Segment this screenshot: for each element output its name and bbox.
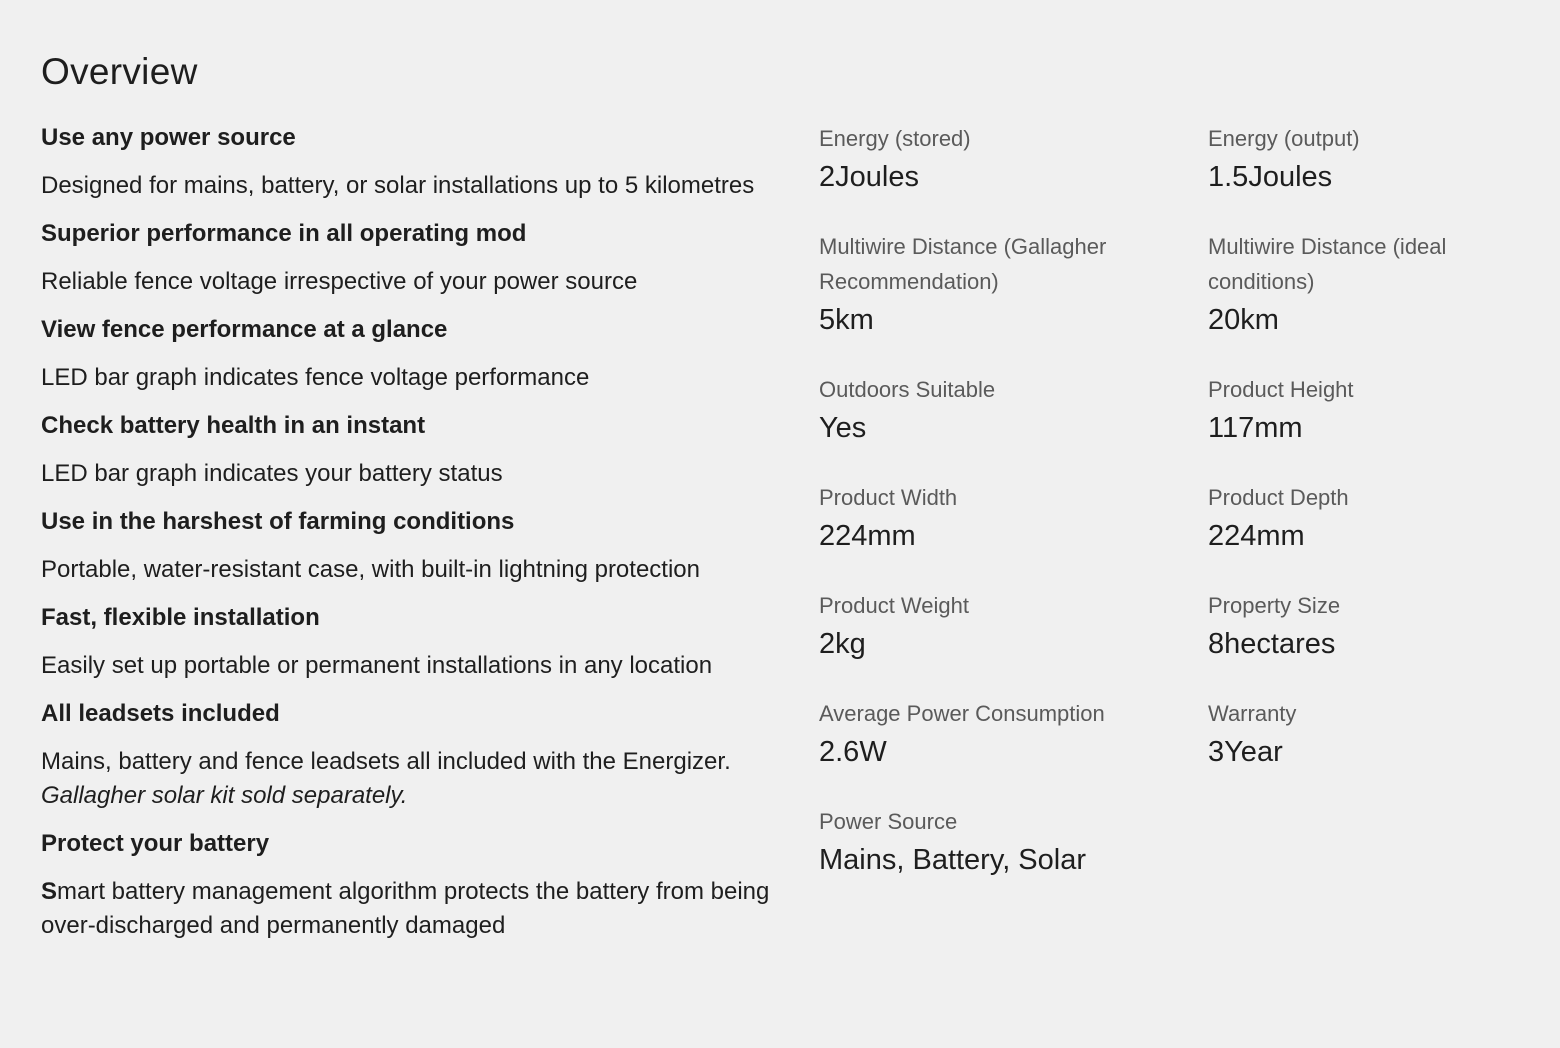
spec-value: 3Year [1208,736,1283,768]
spec-product-depth [1208,480,1519,555]
spec-value: 2kg [819,628,866,660]
feature-item [41,121,781,203]
feature-title: Protect your battery [41,830,270,857]
spec-energy-output [1208,121,1519,196]
spec-average-power [819,696,1208,771]
spec-label: Multiwire Distance (ideal conditions) [1208,234,1447,294]
spec-label: Product Width [819,485,958,510]
spec-multiwire-recommended [819,229,1208,339]
spec-value: 224mm [1208,520,1305,552]
spec-label: Power Source [819,809,958,834]
spec-label: Product Weight [819,593,970,618]
feature-description: Reliable fence voltage irrespective of your power source [41,268,638,295]
spec-value: 2.6W [819,736,887,768]
spec-label: Average Power Consumption [819,701,1105,726]
spec-label: Outdoors Suitable [819,377,996,402]
feature-description [41,875,781,943]
feature-title: Use any power source [41,124,296,151]
spec-label: Product Height [1208,377,1354,402]
spec-label: Energy (output) [1208,126,1360,151]
spec-value: 224mm [819,520,916,552]
feature-title: View fence performance at a glance [41,316,448,343]
spec-label: Warranty [1208,701,1297,726]
feature-title: All leadsets included [41,700,280,727]
feature-item [41,409,781,491]
feature-title: Superior performance in all operating mod [41,220,527,247]
spec-warranty [1208,696,1519,771]
spec-label: Property Size [1208,593,1341,618]
spec-property-size [1208,588,1519,663]
spec-value: 8hectares [1208,628,1336,660]
spec-outdoors-suitable [819,372,1208,447]
spec-value: 1.5Joules [1208,161,1333,193]
feature-description-prefix: S [41,878,58,905]
feature-title: Check battery health in an instant [41,412,426,439]
feature-item [41,505,781,587]
spec-product-width [819,480,1208,555]
feature-item [41,217,781,299]
spec-value: 117mm [1208,412,1303,444]
spec-power-source [819,804,1208,879]
spec-product-weight [819,588,1208,663]
spec-product-height [1208,372,1519,447]
spec-value: 20km [1208,304,1279,336]
feature-description: Portable, water-resistant case, with built-in lightning protection [41,556,700,583]
feature-item [41,313,781,395]
feature-description: Easily set up portable or permanent installations in any location [41,652,713,679]
feature-description: Designed for mains, battery, or solar installations up to 5 kilometres [41,172,755,199]
features-list [41,121,781,957]
feature-title: Use in the harshest of farming conditions [41,508,515,535]
spec-value: 5km [819,304,874,336]
page-title: Overview [41,51,198,92]
feature-description-text: mart battery management algorithm protects the battery from being over-discharged and permanently damaged [41,878,770,939]
feature-description: LED bar graph indicates your battery status [41,460,503,487]
spec-multiwire-ideal [1208,229,1519,339]
spec-value: Mains, Battery, Solar [819,844,1087,876]
spec-label: Energy (stored) [819,126,971,151]
feature-item [41,601,781,683]
feature-item [41,697,781,813]
spec-label: Multiwire Distance (Gallagher Recommendation) [819,234,1107,294]
feature-description-text: Mains, battery and fence leadsets all included with the Energizer. [41,748,731,775]
spec-label: Product Depth [1208,485,1349,510]
feature-description: LED bar graph indicates fence voltage performance [41,364,590,391]
feature-title: Fast, flexible installation [41,604,320,631]
feature-description-note: Gallagher solar kit sold separately. [41,782,408,809]
spec-energy-stored [819,121,1208,196]
spec-value: 2Joules [819,161,919,193]
feature-item [41,827,781,943]
spec-value: Yes [819,412,867,444]
specs-grid [819,121,1519,912]
feature-description [41,745,781,813]
